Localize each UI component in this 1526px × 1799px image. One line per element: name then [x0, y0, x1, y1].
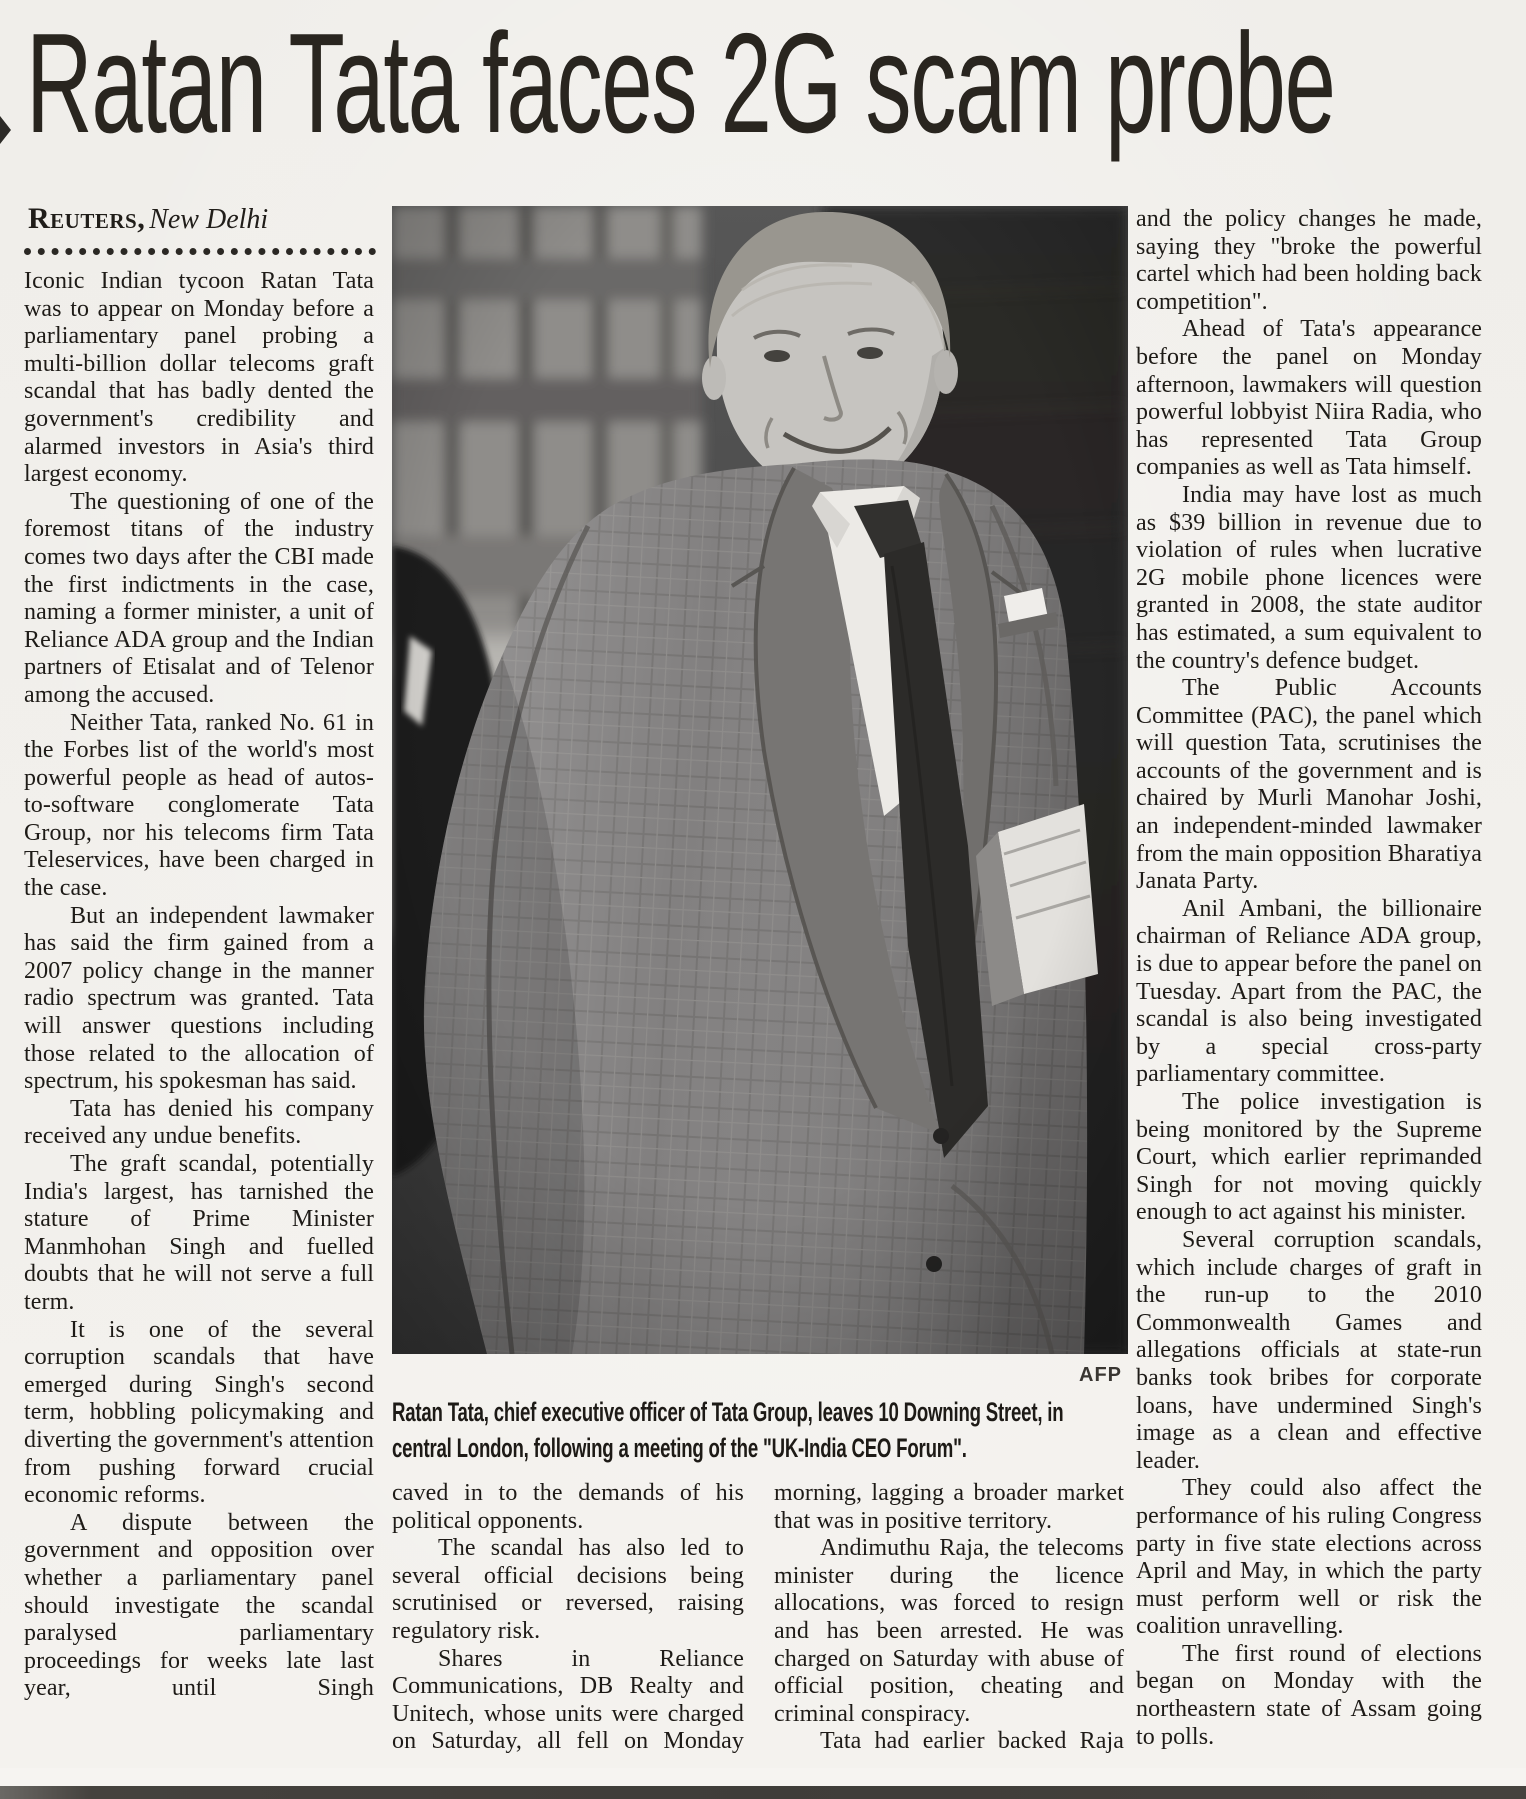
article-paragraph: A dispute between the government and opposition over whether a parliamentary panel should investigate the scandal paralysed parliamentary proceedings for weeks late last year, until Singh: [24, 1509, 374, 1702]
byline: [28, 202, 388, 236]
article-paragraph: Anil Ambani, the billionaire chairman of Reliance ADA group, is due to appear before the panel on Tuesday. Apart from the PAC, the scandal is also being investigated by a special cross-party parliamentary committee.: [1136, 895, 1482, 1088]
photo-illustration: [392, 206, 1128, 1354]
scan-bottom-bar: [0, 1786, 1526, 1799]
scan-bottom-gap: [0, 1768, 1526, 1786]
photo-credit: AFP: [1079, 1364, 1122, 1386]
article-paragraph: The graft scandal, potentially India's largest, has tarnished the stature of Prime Minister Manmhohan Singh and fuelled doubts that he will not serve a full term.: [24, 1151, 374, 1315]
article-paragraph: Several corruption scandals, which include charges of graft in the run-up to the 2010 Commonwealth Games and allegations officials at state-run banks took bribes for corporate loans, have undermined Singh's image as a clean and effective leader.: [1136, 1226, 1482, 1474]
article-column-middle-left: [392, 1480, 744, 1756]
article-paragraph: It is one of the several corruption scandals that have emerged during Singh's second term, hobbling policymaking and diverting the government's attention from pushing forward crucial economic reforms.: [24, 1316, 374, 1509]
article-paragraph: Andimuthu Raja, the telecoms minister during the licence allocations, was forced to resign and has been arrested. He was charged on Saturday with abuse of official position, cheating and criminal conspiracy.: [774, 1535, 1124, 1727]
article-paragraph: The first round of elections began on Monday with the northeastern state of Assam going to polls.: [1136, 1640, 1482, 1750]
article-column-left: [24, 268, 374, 1703]
article-paragraph: They could also affect the performance of his ruling Congress party in five state elections across April and May, in which the party must perform well or risk the coalition unravelling.: [1136, 1475, 1482, 1640]
article-paragraph: The Public Accounts Committee (PAC), the panel which will question Tata, scrutinises the accounts of the government and is chaired by Murli Manohar Joshi, an independent-minded lawmaker from the main opposition Bharatiya Janata Party.: [1136, 675, 1482, 895]
article-paragraph: The questioning of one of the foremost titans of the industry comes two days after the CBI made the first indictments in the case, naming a former minister, a unit of Reliance ADA group and the Indian partners of Etisalat and of Telenor among the accused.: [24, 488, 374, 708]
dotted-separator: [24, 248, 376, 255]
article-paragraph: Ahead of Tata's appearance before the panel on Monday afternoon, lawmakers will question powerful lobbyist Niira Radia, who has represented Tata Group companies as well as Tata himself.: [1136, 316, 1482, 481]
article-paragraph: caved in to the demands of his political opponents.: [392, 1480, 744, 1534]
article-paragraph: India may have lost as much as $39 billion in revenue due to violation of rules when lucrative 2G mobile phone licences were granted in 2008, the state auditor has estimated, a sum equivalent to the country's defence budget.: [1136, 481, 1482, 674]
article-paragraph: morning, lagging a broader market that was in positive territory.: [774, 1480, 1124, 1534]
article-column-right: [1136, 206, 1482, 1751]
scan-edge-mark: [0, 116, 11, 144]
article-paragraph: Shares in Reliance Communications, DB Realty and Unitech, whose units were charged on Saturday, all fell on Monday: [392, 1645, 744, 1755]
article-paragraph: The scandal has also led to several official decisions being scrutinised or reversed, raising regulatory risk.: [392, 1535, 744, 1644]
article-headline: Ratan Tata faces 2G scam probe: [26, 4, 1335, 163]
article-paragraph: Iconic Indian tycoon Ratan Tata was to appear on Monday before a parliamentary panel probing a multi-billion dollar telecoms graft scandal that has badly dented the government's credibility and alarmed investors in Asia's third largest economy.: [24, 268, 374, 488]
article-paragraph: The police investigation is being monitored by the Supreme Court, which earlier reprimanded Singh for not moving quickly enough to act against his minister.: [1136, 1089, 1482, 1226]
article-paragraph: Neither Tata, ranked No. 61 in the Forbes list of the world's most powerful people as head of autos-to-software conglomerate Tata Group, nor his telecoms firm Tata Teleservices, have been charged in the case.: [24, 709, 374, 902]
photo-caption: Ratan Tata, chief executive officer of Tata Group, leaves 10 Downing Street, in central London, following a meeting of the "UK-India CEO Forum".: [392, 1397, 1064, 1463]
byline-agency: Reuters,: [28, 202, 146, 235]
photo-ratan-tata: [392, 206, 1128, 1354]
article-paragraph: But an independent lawmaker has said the firm gained from a 2007 policy change in the manner radio spectrum was granted. Tata will answer questions including those related to the allocation of spectrum, his spokesman has said.: [24, 902, 374, 1095]
article-column-middle-right: [774, 1480, 1124, 1756]
article-paragraph: Tata had earlier backed Raja: [820, 1728, 1124, 1755]
article-paragraph: Tata has denied his company received any undue benefits.: [24, 1095, 374, 1150]
article-paragraph: and the policy changes he made, saying they "broke the powerful cartel which had been holding back competition".: [1136, 206, 1482, 315]
byline-location: New Delhi: [149, 204, 269, 235]
